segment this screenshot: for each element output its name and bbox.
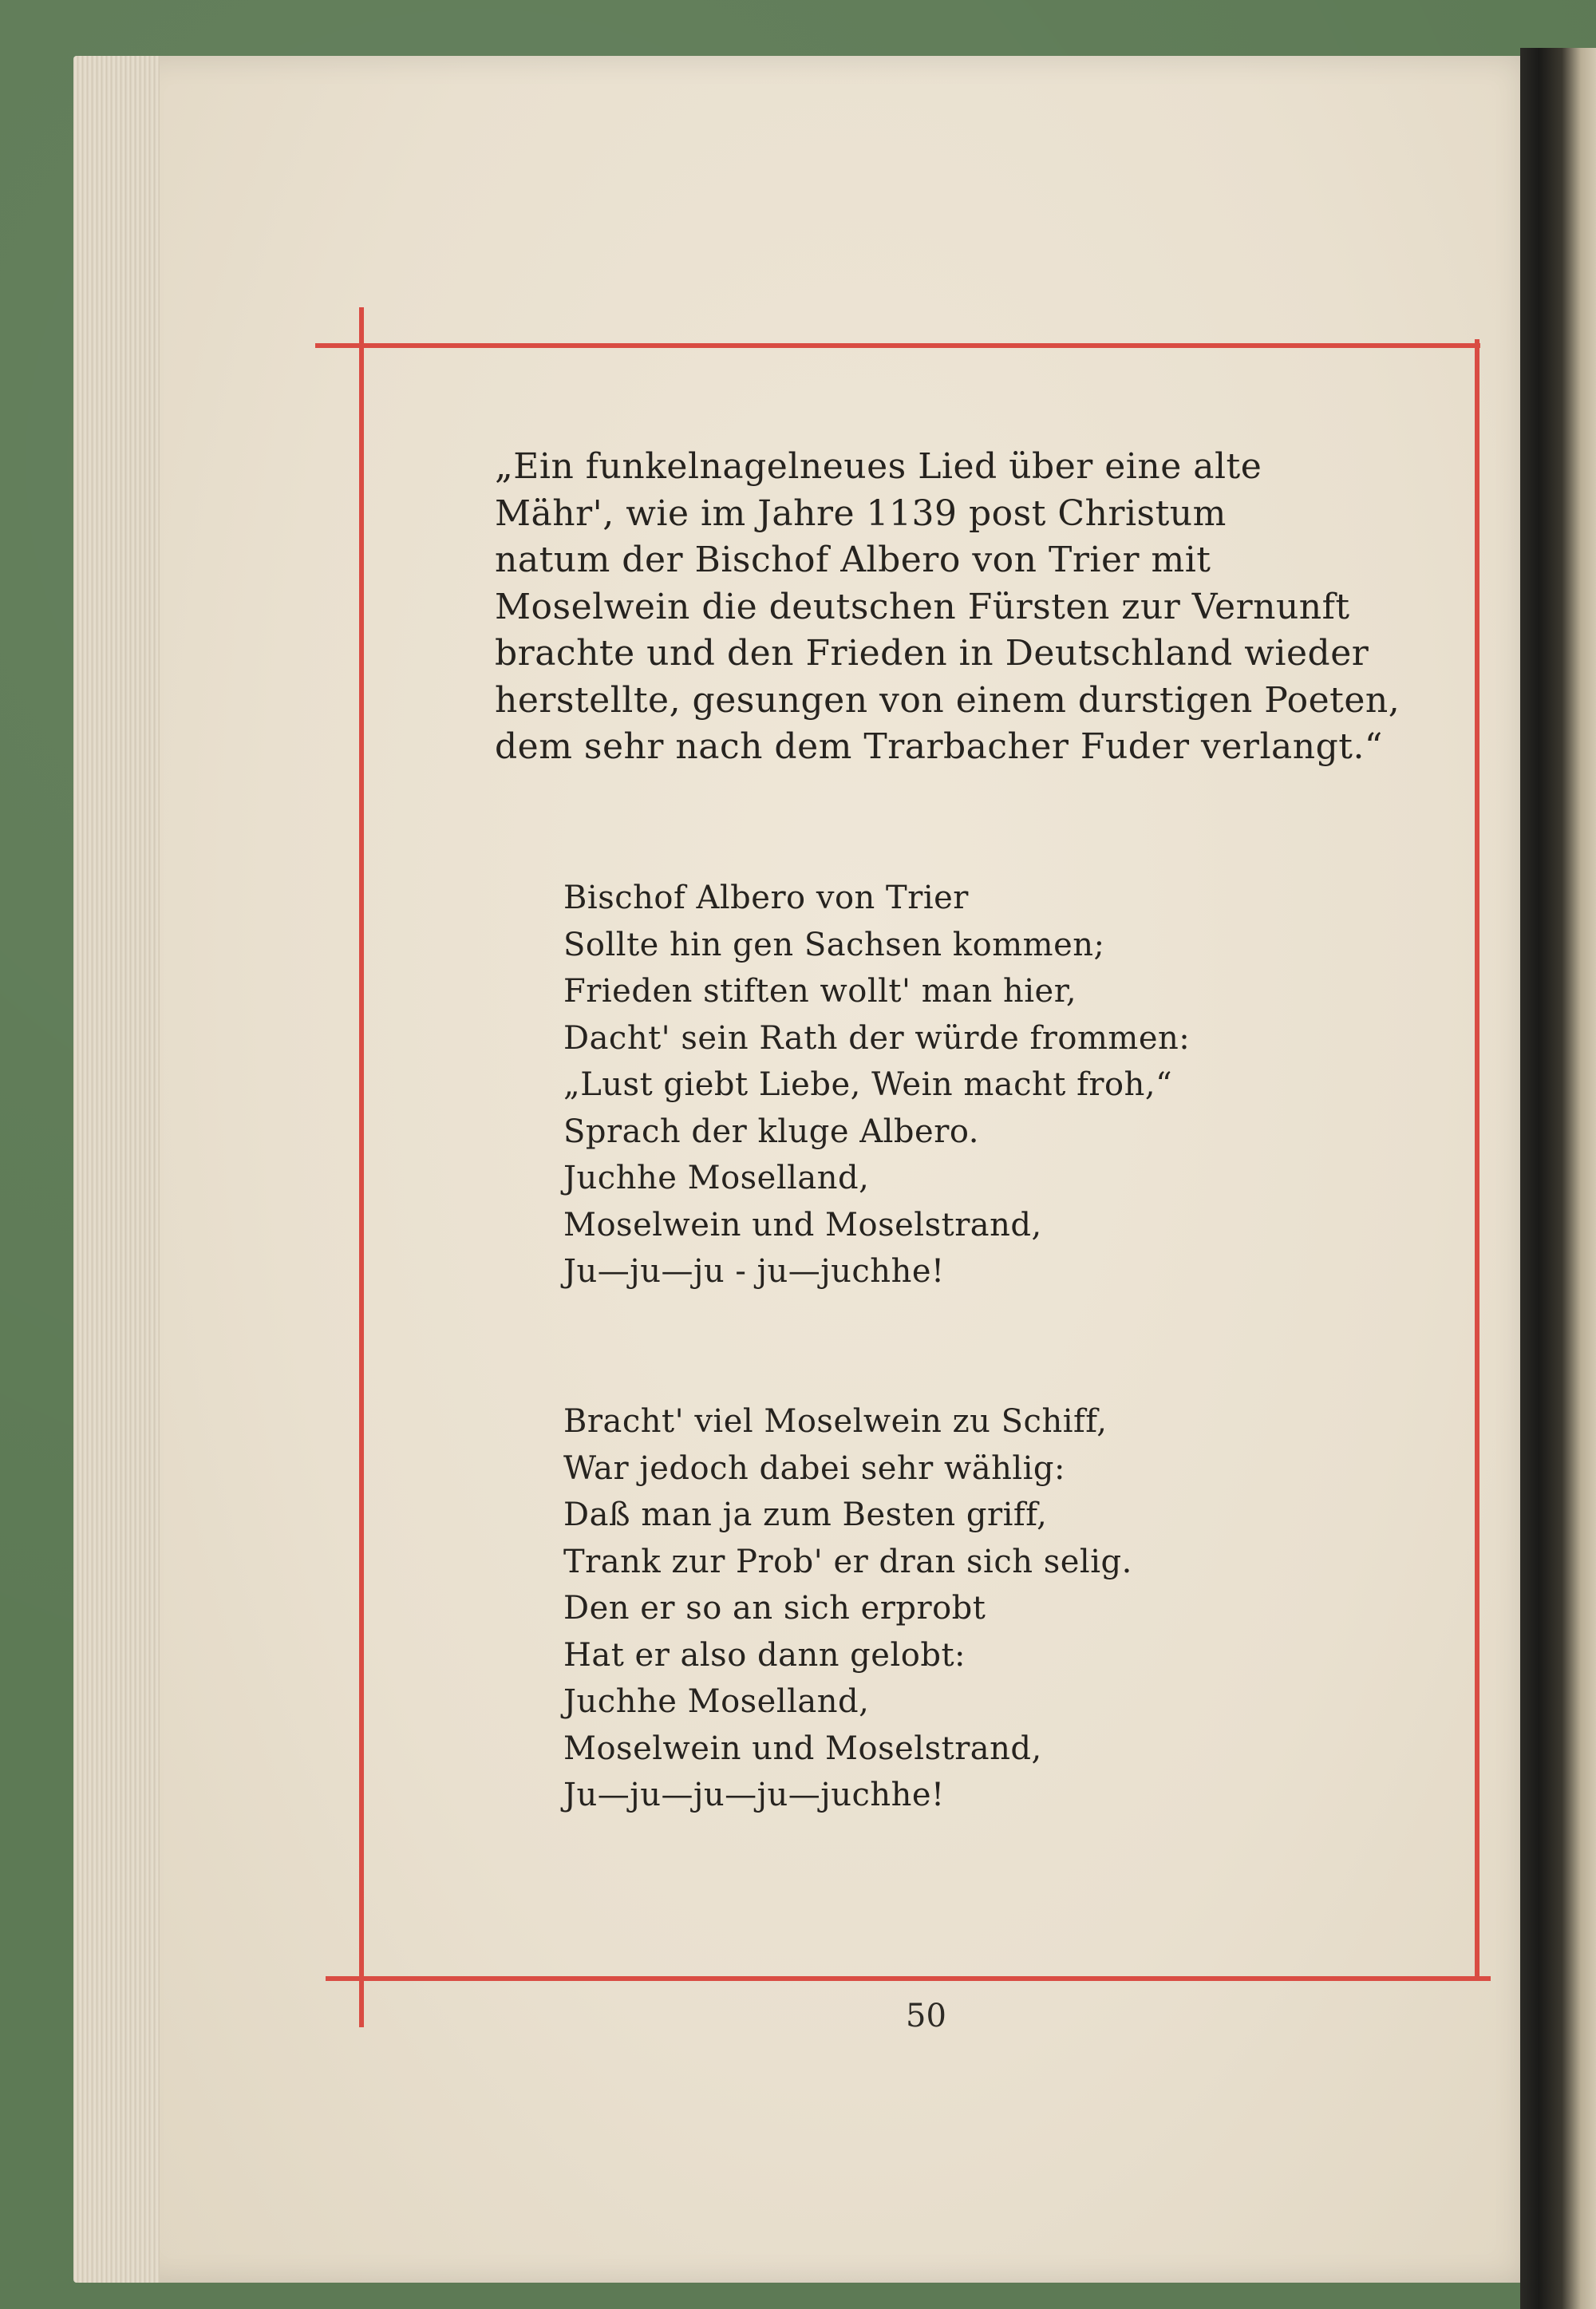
page-stack-edges (73, 56, 169, 2283)
verse-line: Daß man ja zum Besten griff, (563, 1497, 1048, 1533)
frame-rule-bottom (326, 1976, 1491, 1981)
intro-line: dem sehr nach dem Trarbacher Fuder verlangt.“ (495, 726, 1383, 767)
verse-line: Bischof Albero von Trier (563, 880, 969, 916)
intro-line: „Ein funkelnagelneues Lied über eine alte (495, 446, 1262, 487)
verse-line: Juchhe Moselland, (563, 1683, 870, 1720)
stanza-2 (563, 1398, 1132, 1819)
intro-paragraph (495, 444, 1400, 771)
verse-line: Dacht' sein Rath der würde frommen: (563, 1019, 1191, 1057)
intro-line: brachte und den Frieden in Deutschland wieder (495, 633, 1369, 674)
verse-line: Ju—ju—ju - ju—juchhe! (563, 1253, 945, 1290)
verse-line: Moselwein und Moselstrand, (563, 1730, 1042, 1767)
frame-rule-left (359, 307, 364, 2027)
intro-line: herstellte, gesungen von einem durstigen Poeten, (495, 679, 1400, 721)
verse-line: Frieden stiften wollt' man hier, (563, 973, 1077, 1010)
verse-line: Ju—ju—ju—ju—juchhe! (563, 1777, 945, 1813)
book-gutter (1520, 48, 1596, 2309)
verse-line: Bracht' viel Moselwein zu Schiff, (563, 1403, 1108, 1440)
page-number: 50 (906, 1998, 946, 2034)
verse-line: Moselwein und Moselstrand, (563, 1206, 1042, 1243)
intro-line: Moselwein die deutschen Fürsten zur Vernunft (495, 586, 1350, 627)
intro-line: natum der Bischof Albero von Trier mit (495, 540, 1211, 580)
stanza-1 (563, 875, 1190, 1295)
verse-line: Sollte hin gen Sachsen kommen; (563, 926, 1105, 963)
verse-line: Trank zur Prob' er dran sich selig. (563, 1543, 1132, 1580)
frame-rule-right (1475, 339, 1479, 1979)
verse-line: Sprach der kluge Albero. (563, 1113, 979, 1150)
verse-line: Hat er also dann gelobt: (563, 1636, 966, 1674)
verse-line: Den er so an sich erprobt (563, 1590, 986, 1627)
frame-rule-top (315, 343, 1480, 348)
verse-line: Juchhe Moselland, (563, 1160, 870, 1196)
verse-line: War jedoch dabei sehr wählig: (563, 1449, 1066, 1487)
intro-line: Mähr', wie im Jahre 1139 post Christum (495, 492, 1227, 534)
verse-line: „Lust giebt Liebe, Wein macht froh,“ (563, 1066, 1173, 1103)
